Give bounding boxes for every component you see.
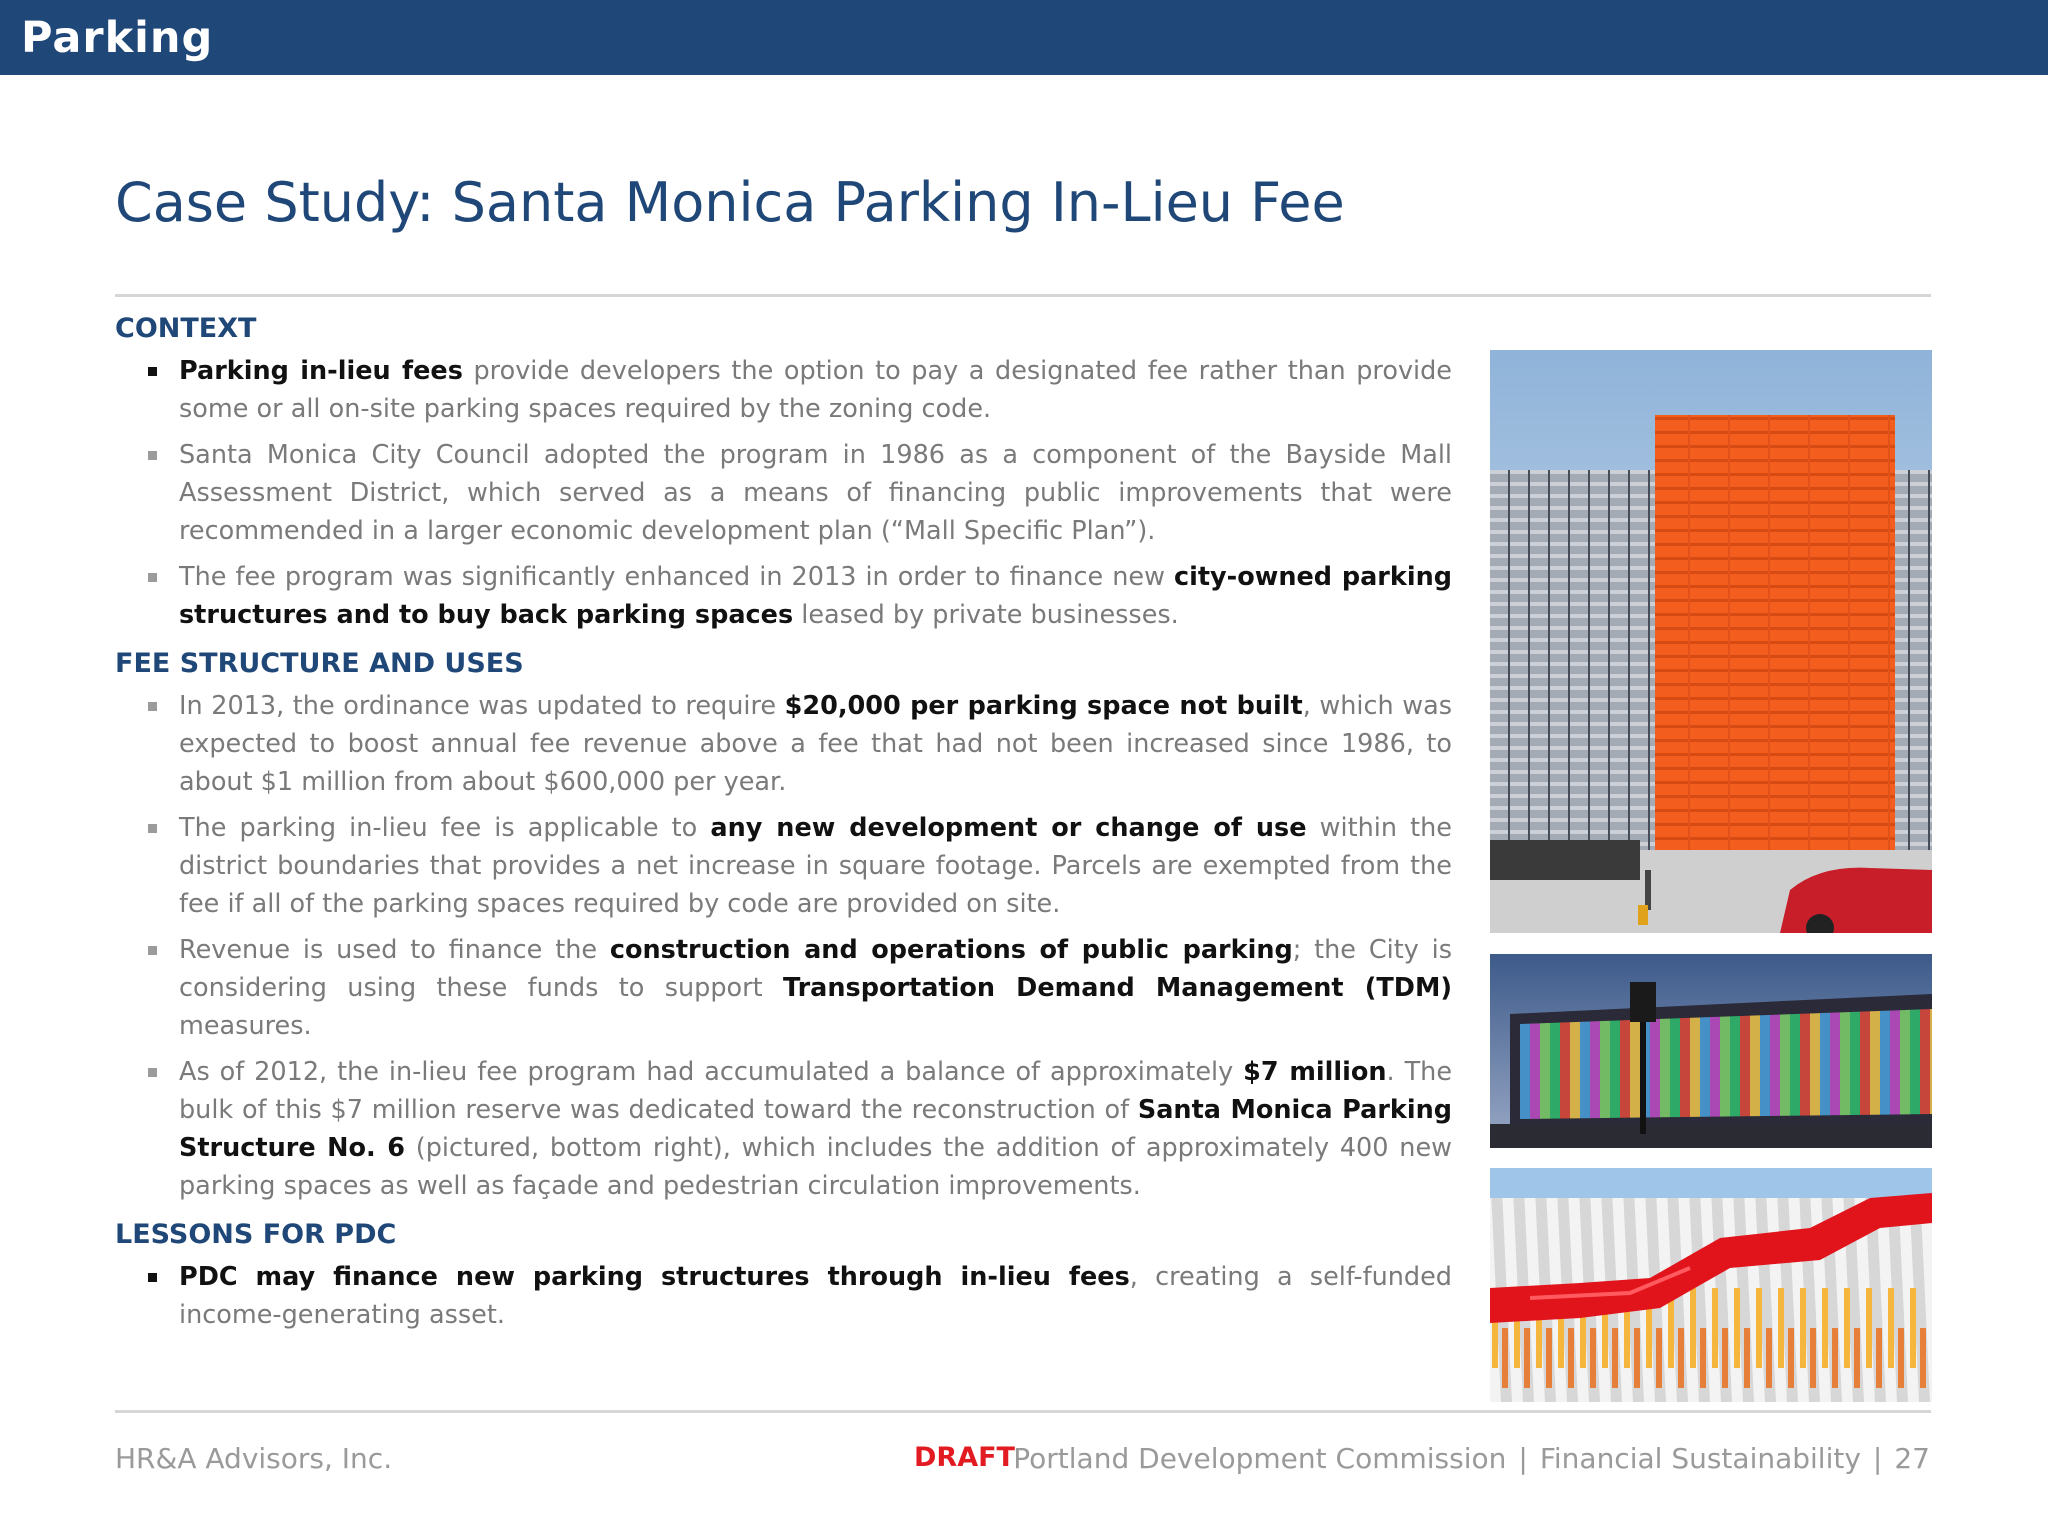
bullet-icon [148,1068,157,1077]
parking-structure-photo-orange [1490,350,1932,933]
photo-illustration [1490,350,1932,933]
header-bar [0,0,2048,75]
list-item: Parking in-lieu fees provide developers the option to pay a designated fee rather than provide some or all on-site parking spaces required by the zoning code. [115,352,1452,428]
section-label: Parking [21,13,214,63]
bullet-icon [148,946,157,955]
list-item: PDC may finance new parking structures through in-lieu fees, creating a self-funded income-generating asset. [115,1258,1452,1334]
fee-structure-heading: FEE STRUCTURE AND USES [115,648,524,679]
page-number: 27 [1894,1442,1930,1475]
parking-structure-photo-ribbon [1490,1168,1932,1402]
fee-structure-list [115,687,1452,1205]
list-item: The fee program was significantly enhanced in 2013 in order to finance new city-owned parking structures and to buy back parking spaces leased by private businesses. [115,558,1452,634]
footer-right [1013,1441,1930,1477]
list-item: As of 2012, the in-lieu fee program had accumulated a balance of approximately $7 million. The bulk of this $7 million reserve was dedicated toward the reconstruction of Santa Monica Parking Structure No. 6 (pictured, bottom right), which includes the addition of approximately 400 new parking spaces as well as façade and pedestrian circulation improvements. [115,1053,1452,1205]
context-heading: CONTEXT [115,313,257,344]
footer-organization: Portland Development Commission [1013,1442,1507,1475]
lessons-heading: LESSONS FOR PDC [115,1219,397,1250]
footer-divider [115,1410,1931,1413]
main-content [115,311,1452,1342]
bullet-icon [148,573,157,582]
context-list [115,352,1452,634]
footer-company: HR&A Advisors, Inc. [115,1442,393,1475]
list-item: The parking in-lieu fee is applicable to any new development or change of use within the district boundaries that provides a net increase in square footage. Parcels are exempted from the fee if all of the parking spaces required by code are provided on site. [115,809,1452,923]
photo-illustration [1490,954,1932,1148]
list-item: Revenue is used to finance the construction and operations of public parking; the City is considering using these funds to support Transportation Demand Management (TDM) measures. [115,931,1452,1045]
footer-topic: Financial Sustainability [1539,1442,1861,1475]
lessons-list [115,1258,1452,1334]
parking-structure-photo-dusk [1490,954,1932,1148]
photo-illustration [1490,1168,1932,1402]
bullet-icon [148,451,157,460]
list-item: In 2013, the ordinance was updated to require $20,000 per parking space not built, which was expected to boost annual fee revenue above a fee that had not been increased since 1986, to about $1 million from about $600,000 per year. [115,687,1452,801]
bullet-icon [148,702,157,711]
bullet-icon [148,1273,157,1282]
bullet-icon [148,824,157,833]
title-divider [115,294,1931,297]
footer-separator: | [1872,1442,1883,1475]
page-title: Case Study: Santa Monica Parking In-Lieu Fee [115,171,1345,234]
list-item: Santa Monica City Council adopted the program in 1986 as a component of the Bayside Mall Assessment District, which served as a means of financing public improvements that were recommended in a larger economic development plan (“Mall Specific Plan”). [115,436,1452,550]
footer-separator: | [1518,1442,1528,1475]
draft-label: DRAFT [914,1442,1015,1473]
bullet-icon [148,367,157,376]
